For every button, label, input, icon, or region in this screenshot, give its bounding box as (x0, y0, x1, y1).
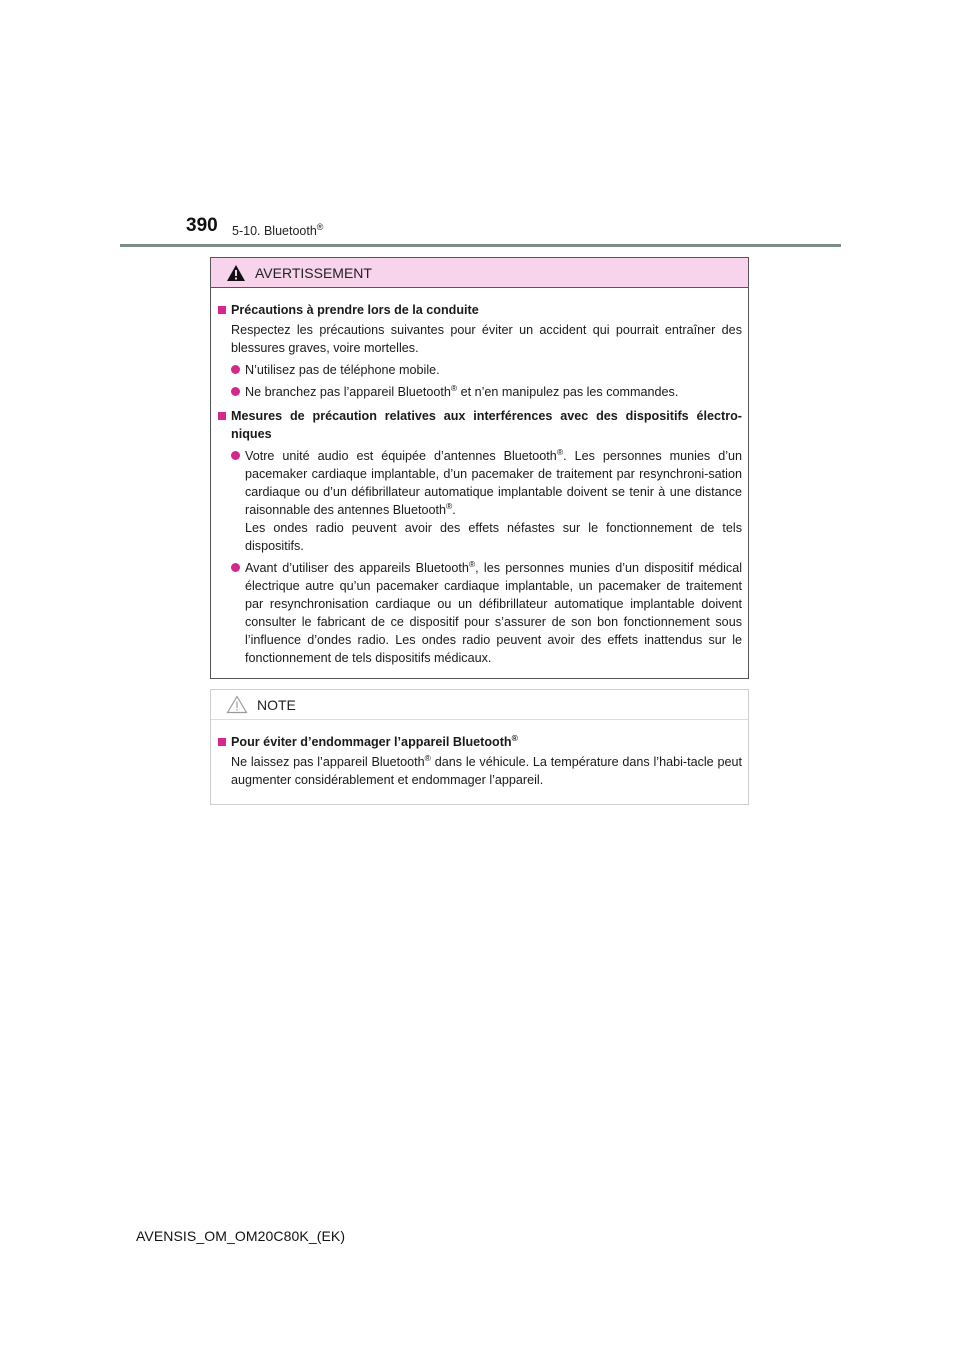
registered-mark: ® (556, 446, 564, 457)
text-run: , les personnes munies d’un dispositif médical électrique autre qu’un pacemaker cardiaque implantable, un pacemaker de traitement par resynchronisation cardiaque ou un défibrillateur automatique implantable doivent consulter le fabricant de ce dispositif pour s’assurer de son bon fonctionnement sous l’influence d’ondes radio. Les ondes radio peuvent avoir des effets inattendus sur le fonctionnement de tels dispositifs médicaux. (245, 561, 742, 665)
text-run: Votre unité audio est équipée d’antennes Bluetooth (245, 449, 557, 463)
text-run: Ne laissez pas l’appareil Bluetooth (231, 755, 425, 769)
registered-mark: ® (468, 558, 476, 569)
document-code: AVENSIS_OM_OM20C80K_(EK) (136, 1228, 346, 1244)
paragraph: Respectez les précautions suivantes pour éviter un accident qui pourrait entraîner des blessures graves, voire mortelles. (231, 323, 742, 355)
registered-mark: ® (316, 221, 324, 232)
registered-mark: ® (424, 752, 431, 763)
caution-outline-triangle-icon (226, 695, 248, 714)
note-box (210, 689, 749, 805)
note-title: NOTE (257, 696, 296, 713)
section-heading (217, 301, 742, 319)
warning-box (210, 257, 749, 679)
square-bullet-icon (218, 738, 226, 746)
section-heading (217, 407, 742, 443)
text-paragraph: Les ondes radio peuvent avoir des effets néfastes sur le fonctionnement de tels dispositifs. (245, 521, 742, 553)
square-bullet-icon (218, 306, 226, 314)
text-run: Ne branchez pas l’appareil Bluetooth (245, 385, 451, 399)
warning-body (211, 288, 748, 667)
section-heading (217, 733, 742, 751)
registered-mark: ® (445, 500, 453, 511)
text-run: Avant d’utiliser des appareils Bluetooth (245, 561, 469, 575)
list-item (231, 447, 742, 555)
list-item-text (245, 559, 742, 667)
section-title-text: 5-10. Bluetooth (232, 224, 317, 238)
paragraph (231, 753, 742, 789)
registered-mark: ® (450, 382, 458, 393)
list-item (231, 383, 742, 401)
list-item-text (245, 383, 742, 401)
heading-text: Précautions à prendre lors de la conduite (231, 303, 479, 317)
page-number: 390 (186, 215, 218, 236)
text-run: et n’en manipulez pas les commandes. (457, 385, 679, 399)
list-item-text (245, 447, 742, 555)
registered-mark: ® (511, 732, 518, 743)
dot-bullet-icon (231, 563, 240, 572)
warning-header (211, 258, 748, 288)
dot-bullet-icon (231, 365, 240, 374)
text-paragraph (245, 447, 742, 519)
list-item (231, 361, 742, 379)
warning-title: AVERTISSEMENT (255, 264, 372, 281)
header-rule (120, 244, 841, 247)
square-bullet-icon (218, 412, 226, 420)
warning-triangle-icon (226, 264, 246, 282)
page-header (0, 0, 960, 250)
text-run: . (452, 503, 456, 517)
heading-text (231, 733, 518, 751)
dot-bullet-icon (231, 451, 240, 460)
dot-bullet-icon (231, 387, 240, 396)
note-header (211, 690, 748, 720)
list-item (231, 559, 742, 667)
list-item-text: N’utilisez pas de téléphone mobile. (245, 363, 440, 377)
text-run: dans le véhicule. La température dans l’habi-tacle peut augmenter considérablement et endommager l’appareil. (231, 755, 742, 787)
note-body (211, 720, 748, 789)
text-run: . Les personnes munies d’un pacemaker cardiaque implantable, d’un pacemaker de traitement par resynchroni-sation cardiaque ou d’un défibrillateur automatique implantable doivent se tenir à une distance raisonnable des antennes Bluetooth (245, 449, 743, 517)
section-title (232, 221, 324, 238)
heading-text: Mesures de précaution relatives aux interférences avec des dispositifs électro-niques (231, 409, 742, 441)
text-run: Pour éviter d’endommager l’appareil Bluetooth (231, 735, 512, 749)
